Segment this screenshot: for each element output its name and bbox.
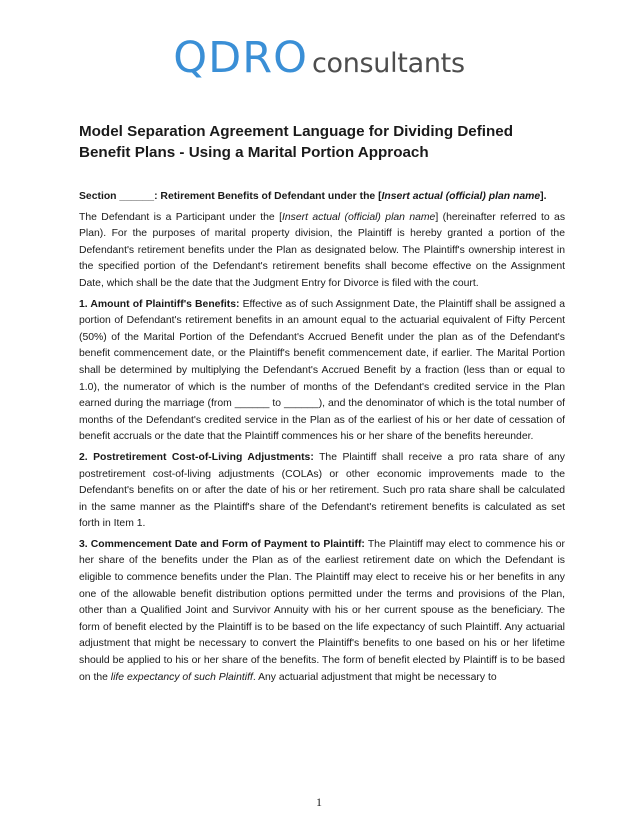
item-2-text: The Plaintiff shall receive a pro rata share of any postretirement cost-of-living adjustments (COLAs) or other economic improvements made to the Defendant's benefits on or after the date of his or her retirement. Such pro rata share shall be calculated in the same manner as the Plaintiff's share of the Defendant's retirement benefits is calculated as set forth in Item 1. xyxy=(79,451,565,530)
title-line-1: Model Separation Agreement Language for Dividing Defined xyxy=(79,123,514,140)
document-body xyxy=(79,189,565,690)
intro-plan-name-placeholder: Insert actual (official) plan name xyxy=(281,211,436,223)
item-3-italic-text: life expectancy of such Plaintiff xyxy=(110,671,253,683)
section-heading xyxy=(79,189,565,206)
item-2-paragraph xyxy=(79,450,565,533)
logo-mark: QDRO xyxy=(173,33,308,83)
company-logo xyxy=(0,33,638,83)
intro-text-end: ] (hereinafter referred to as Plan). For the purposes of marital property division, the Plaintiff is hereby granted a portion of the Defendant's retirement benefits under the Plan as designated below. The Plaintiff's ownership interest in the specified portion of the Defendant's retirement benefits shall become effective on the Assignment Date, which shall be the date that the Judgment Entry for Divorce is filed with the court. xyxy=(79,211,566,289)
title-line-2: Benefit Plans - Using a Marital Portion Approach xyxy=(79,144,429,161)
item-1-text: Effective as of such Assignment Date, the Plaintiff shall be assigned a portion of Defendant's retirement benefits in an amount equal to the actuarial equivalent of Fifty Percent (50%) of the Marital Portion of the Defendant's Accrued Benefit under the plan as of the Defendant's benefit commencement date, or the Plaintiff's benefit commencement date, if earlier. The Marital Portion shall be determined by multiplying the Defendant's Accrued Benefit by a fraction (less than or equal to 1.0), the numerator of which is the number of months of the Defendant's credited service in the Plan earned during the marriage (from ______ to ______), and the denominator of which is the total number of months of the Defendant's credited service in the Plan as of the earliest of his or her date of cessation of benefit accruals or the date that the Plaintiff commences his or her share of the benefits hereunder. xyxy=(79,298,565,443)
item-3-heading: 3. Commencement Date and Form of Payment to Plaintiff: xyxy=(79,538,365,550)
page-number: 1 xyxy=(316,795,322,809)
section-plan-name-placeholder: Insert actual (official) plan name xyxy=(381,191,541,202)
document-title xyxy=(79,121,559,163)
section-heading-text: Section ______: Retirement Benefits of Defendant under the [ xyxy=(79,191,382,202)
section-heading-end: ]. xyxy=(540,191,547,202)
item-2-heading: 2. Postretirement Cost-of-Living Adjustments: xyxy=(79,451,314,463)
logo-wordmark: consultants xyxy=(311,48,465,79)
item-3-text: The Plaintiff may elect to commence his or her share of the benefits under the Plan as of the earliest retirement date on which the Defendant is eligible to commence benefits under the Plan. The Plaintiff may elect to receive his or her benefits in any one of the allowable benefit distribution options permitted under the terms and provisions of the Plan, other than a Qualified Joint and Survivor Annuity with his or her current spouse as the beneficiary. The form of benefit elected by the Plaintiff is to be based on the life expectancy of such Plaintiff. Any actuarial adjustment that might be necessary to convert the Plaintiff's benefits to one based on his or her lifetime should be applied to his or her share of the benefits. The form of benefit elected by Plaintiff is to be based on the xyxy=(79,538,565,683)
item-3-text-tail: . Any actuarial adjustment that might be necessary to xyxy=(252,671,497,683)
item-1-paragraph xyxy=(79,297,565,446)
intro-text-start: The Defendant is a Participant under the [ xyxy=(79,211,282,223)
intro-paragraph xyxy=(79,210,565,293)
item-1-heading: 1. Amount of Plaintiff's Benefits: xyxy=(79,298,240,310)
item-3-paragraph xyxy=(79,537,565,686)
